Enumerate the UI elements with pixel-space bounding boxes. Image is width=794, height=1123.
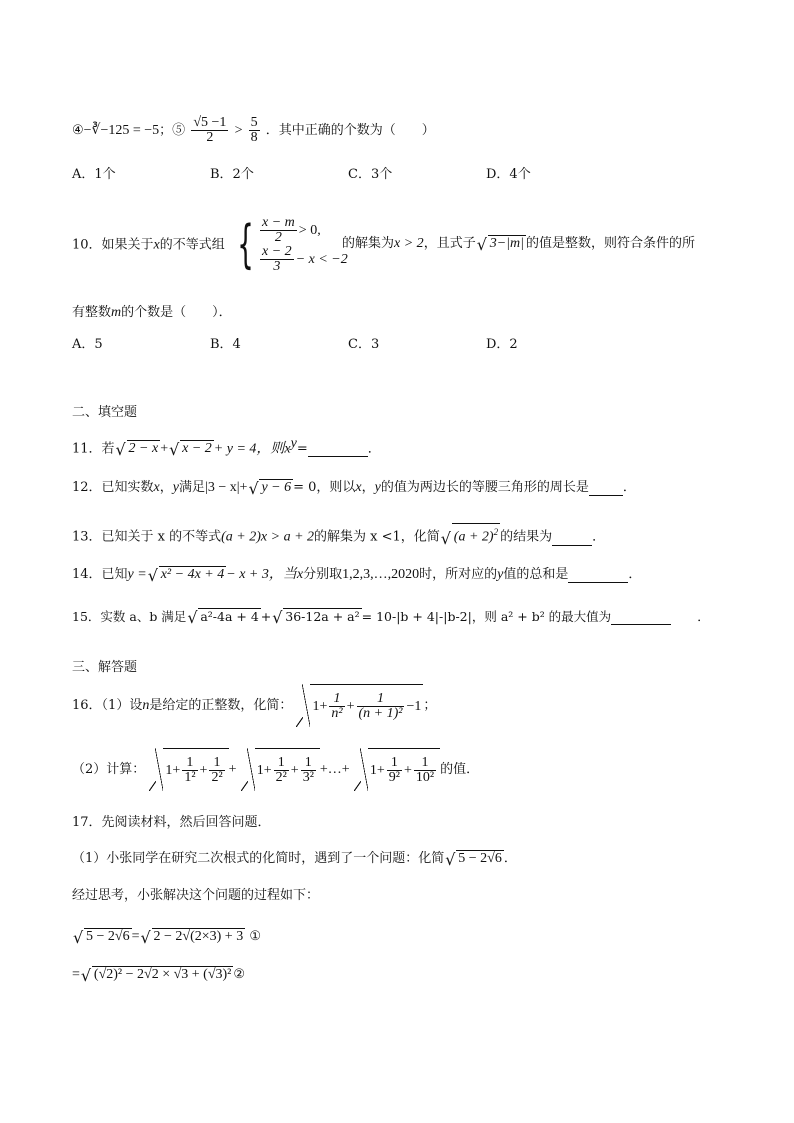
term3-one: 1+ [369,763,385,778]
q15-radical1 [188,608,260,625]
answer-blank[interactable] [552,533,592,546]
q10-var-m: m [111,305,122,320]
q16-frac2 [357,692,405,721]
ineq1-den: 2 [274,230,282,245]
q11-radicand2: x − 2 [182,441,212,457]
q13-line [72,523,605,546]
q9-option-d: D．4个 [486,167,531,182]
q16-end2: 的值． [440,762,480,777]
q16-plus: + [346,699,355,714]
ineq1-num: x − m [262,215,295,230]
q14-when: 时，所对应的 [419,567,498,582]
ineq1-tail: > 0, [298,223,321,238]
q14-mid: − x + 3，当 [226,567,297,582]
q12-radical [249,479,293,496]
q12-x2: x [355,480,362,495]
q16-minus: −1 [406,699,422,714]
q9-frac-num: √5 −1 [193,115,227,130]
q14-end: ． [628,567,642,582]
q14-y2: y [497,567,504,582]
term3-plus: + [403,763,412,778]
q11-tail: + y = 4，则 [213,441,285,457]
term2-f1-den: 2² [275,770,287,786]
q9-fraction [191,116,228,145]
q9-option-b: B．2个 [210,167,254,182]
ineq2-tail: − x < −2 [295,252,348,267]
q15-lead: 15．实数 a、b 满足 [72,609,187,624]
q15-end: ． [697,609,710,624]
step1-eq: = [131,929,140,944]
q17-radical [446,850,504,867]
answer-blank[interactable] [589,483,623,496]
q13-ineq: (a + 2)x > a + 2 [221,529,315,545]
q9-rfrac-num: 5 [250,115,258,130]
q13-radicand: (a + 2) [453,529,494,545]
system-brace: { [237,215,254,275]
q11-eq: = [296,441,308,457]
q10-option-c: C．3 [348,337,380,352]
term3-frac2 [414,756,436,785]
q9-tail: ．其中正确的个数为（ ） [265,123,435,138]
term3-f1-den: 9² [388,770,400,786]
q12-end: ． [622,480,636,495]
step2-marker: ② [233,967,246,982]
q10-option-a: A．5 [72,337,103,352]
q14-line [72,566,641,583]
q15-radicand1: a²-4a + 4 [200,609,259,624]
term2-frac2 [301,756,316,785]
q12-y: y [172,480,179,495]
term3-f2-num: 1 [414,756,436,771]
q15-line [72,608,710,625]
term2-f2-num: 1 [301,756,316,771]
q15-tail: = 10-|b + 4|-|b-2|，则 a² + b² 的最大值为 [361,609,612,624]
q11-lead: 11．若 [72,441,115,457]
q16-frac1-den: n² [331,706,343,722]
q16-end: ； [423,698,437,713]
q16-lead: 16．（1）设 [72,698,143,713]
term1-f2-den: 2² [211,770,223,786]
q10-line2 [72,305,232,321]
term2-f1-num: 1 [274,756,289,771]
q17-part1-end: ． [503,851,517,866]
q17-step2 [72,966,245,983]
section-fill-in-heading: 二、填空题 [72,405,138,420]
q16-p2-lead: （2）计算： [72,762,146,777]
q11-radical1 [117,440,161,457]
q10-lead: 10．如果关于 [72,237,154,253]
q9-option-a: A．1个 [72,167,116,182]
q10-line [72,216,348,274]
q9-line [72,116,435,145]
q13-sup: 2 [493,527,499,537]
q10-lead2: 的不等式组 [159,237,225,253]
q16-part2: （2）计算： 1+ $\frac{1}{\text{1²}}$ + $\frac{1}{\text{2²}}$ + 1+ $\frac{1}{\text{2²}}$ + $\frac{1}{\text{3²}}$ +…+ 1+ $\frac{1}{\text{9²}}$ + $\frac{1}{\text{10²}}$ 的值． [72,748,479,791]
q16-n: n [142,698,150,713]
q13-lead: 13．已知关于 x 的不等式 [72,529,222,545]
q11-plus: + [160,441,169,457]
q10-line-right [342,235,695,252]
q17-part1 [72,850,517,867]
q12-comma: ， [159,480,173,495]
q12-lead: 12．已知实数 [72,480,154,495]
q10-mid2: ，且式子 [423,236,476,251]
q16-frac2-num: 1 [357,692,405,707]
q13-radical [442,523,500,546]
q9-fraction-right [249,116,260,145]
q14-y: y = [127,567,147,582]
q10-radicand: 3−|m| [489,236,524,251]
q13-mid: 的解集为 x <1，化简 [314,529,440,545]
term1-f1-num: 1 [182,756,197,771]
term3-f1-num: 1 [387,756,402,771]
q10-line2a: 有整数 [72,305,112,320]
section-solve-heading: 三、解答题 [72,660,138,675]
q12-comma2: ， [361,480,375,495]
q14-tail: 值的总和是 [503,567,569,582]
q9-gt: > [234,123,243,138]
q16-dots: +…+ [319,762,350,777]
q10-line2b: 的个数是（ ）． [121,305,232,320]
q9-rfrac-den: 8 [250,130,258,145]
q11-sup-y: y [290,436,297,451]
term1-frac2 [209,756,224,785]
q10-cond: x > 2 [394,236,424,251]
answer-blank[interactable] [308,444,368,457]
q15-radicand2: 36-12a + a² [285,609,360,624]
q11-radical2 [170,440,214,457]
q14-seq: 1,2,3,…,2020 [342,567,420,582]
step1-marker: ① [249,929,261,944]
q10-option-b: B．4 [210,337,241,352]
term1-frac1 [182,756,197,785]
q12-x: x [153,480,160,495]
step1-lhs: 5 − 2√6 [86,929,130,944]
term2-one: 1+ [256,763,272,778]
q13-tail: 的结果为 [500,529,553,545]
step2-eq: = [72,967,80,982]
q15-radical2 [273,608,361,625]
answer-blank[interactable] [568,570,628,583]
q12-plus: + [239,480,248,495]
q14-take: 分别取 [303,567,343,582]
q12-mid: = 0，则以 [293,480,356,495]
q11-end: ． [367,441,381,457]
q12-satisfy: 满足 [179,480,206,495]
q16-frac1-num: 1 [329,692,344,707]
q11-radicand1: 2 − x [128,441,159,457]
q10-option-d: D．2 [486,337,518,352]
q12-line [72,479,636,496]
q9-sep: ；⑤ [159,123,186,138]
ineq2-fraction [260,245,294,274]
step2-rhs: (√2)² − 2√2 × √3 + (√3)² [93,967,232,982]
q10-mid: 的解集为 [342,236,395,251]
q10-var-x: x [153,237,160,253]
q17-part1-text: （1）小张同学在研究二次根式的化简时，遇到了一个问题：化简 [72,851,445,866]
q16-frac1 [329,692,344,721]
inequality-system [258,216,348,274]
q15-plus: + [260,609,272,624]
q14-lead: 14．已知 [72,567,128,582]
q12-y2: y [374,480,381,495]
q11-line [72,436,381,457]
step1-lhs-radical [74,928,132,945]
item-4-marker: ④ [72,123,84,138]
q11-x: x [284,441,291,457]
q10-tail: 的值是整数，则符合条件的所 [525,236,695,251]
q17-radicand: 5 − 2√6 [458,851,502,866]
q16-mid: 是给定的正整数，化简： [149,698,293,713]
answer-blank[interactable] [611,612,671,625]
q17-lead: 17．先阅读材料，然后回答问题． [72,815,271,830]
step1-rhs: 2 − 2√(2×3) + 3 [153,929,244,944]
q16-big-radical [296,684,423,727]
q9-item4-expr: −∛−125 = −5 [83,123,160,138]
ineq2-den: 3 [273,259,281,274]
term1-plus: + [199,763,208,778]
term1-one: 1+ [165,763,181,778]
q13-end: ． [592,529,606,545]
q16-one: 1+ [312,699,328,714]
term2-plus: + [290,763,299,778]
q17-step1 [72,928,261,945]
q9-frac-den: 2 [206,130,214,145]
q12-radicand: y − 6 [261,480,292,495]
q16-part1 [72,684,436,727]
term1-f1-den: 1² [184,770,196,786]
q14-x: x [296,567,304,582]
q17-process: 经过思考，小张解决这个问题的过程如下： [72,888,320,903]
term3-radical [354,748,440,791]
term2-frac1 [274,756,289,785]
ineq1-fraction [260,216,297,245]
q16-frac2-den: (n + 1)² [358,706,403,722]
term2-f2-den: 3² [302,770,314,786]
term1-radical [149,748,228,791]
term3-f2-den: 10² [415,770,435,786]
term1-f2-num: 1 [209,756,224,771]
q12-abs: |3 − x| [205,480,240,495]
q14-radicand: x² − 4x + 4 [160,567,225,582]
q9-option-c: C．3个 [348,167,393,182]
ineq2-num: x − 2 [262,244,292,259]
step1-rhs-radical [142,928,246,945]
q14-radical [149,566,227,583]
term3-frac1 [387,756,402,785]
step2-radical [82,966,233,983]
term2-radical [241,748,320,791]
q10-radical [478,235,526,252]
q12-tail: 的值为两边长的等腰三角形的周长是 [380,480,589,495]
